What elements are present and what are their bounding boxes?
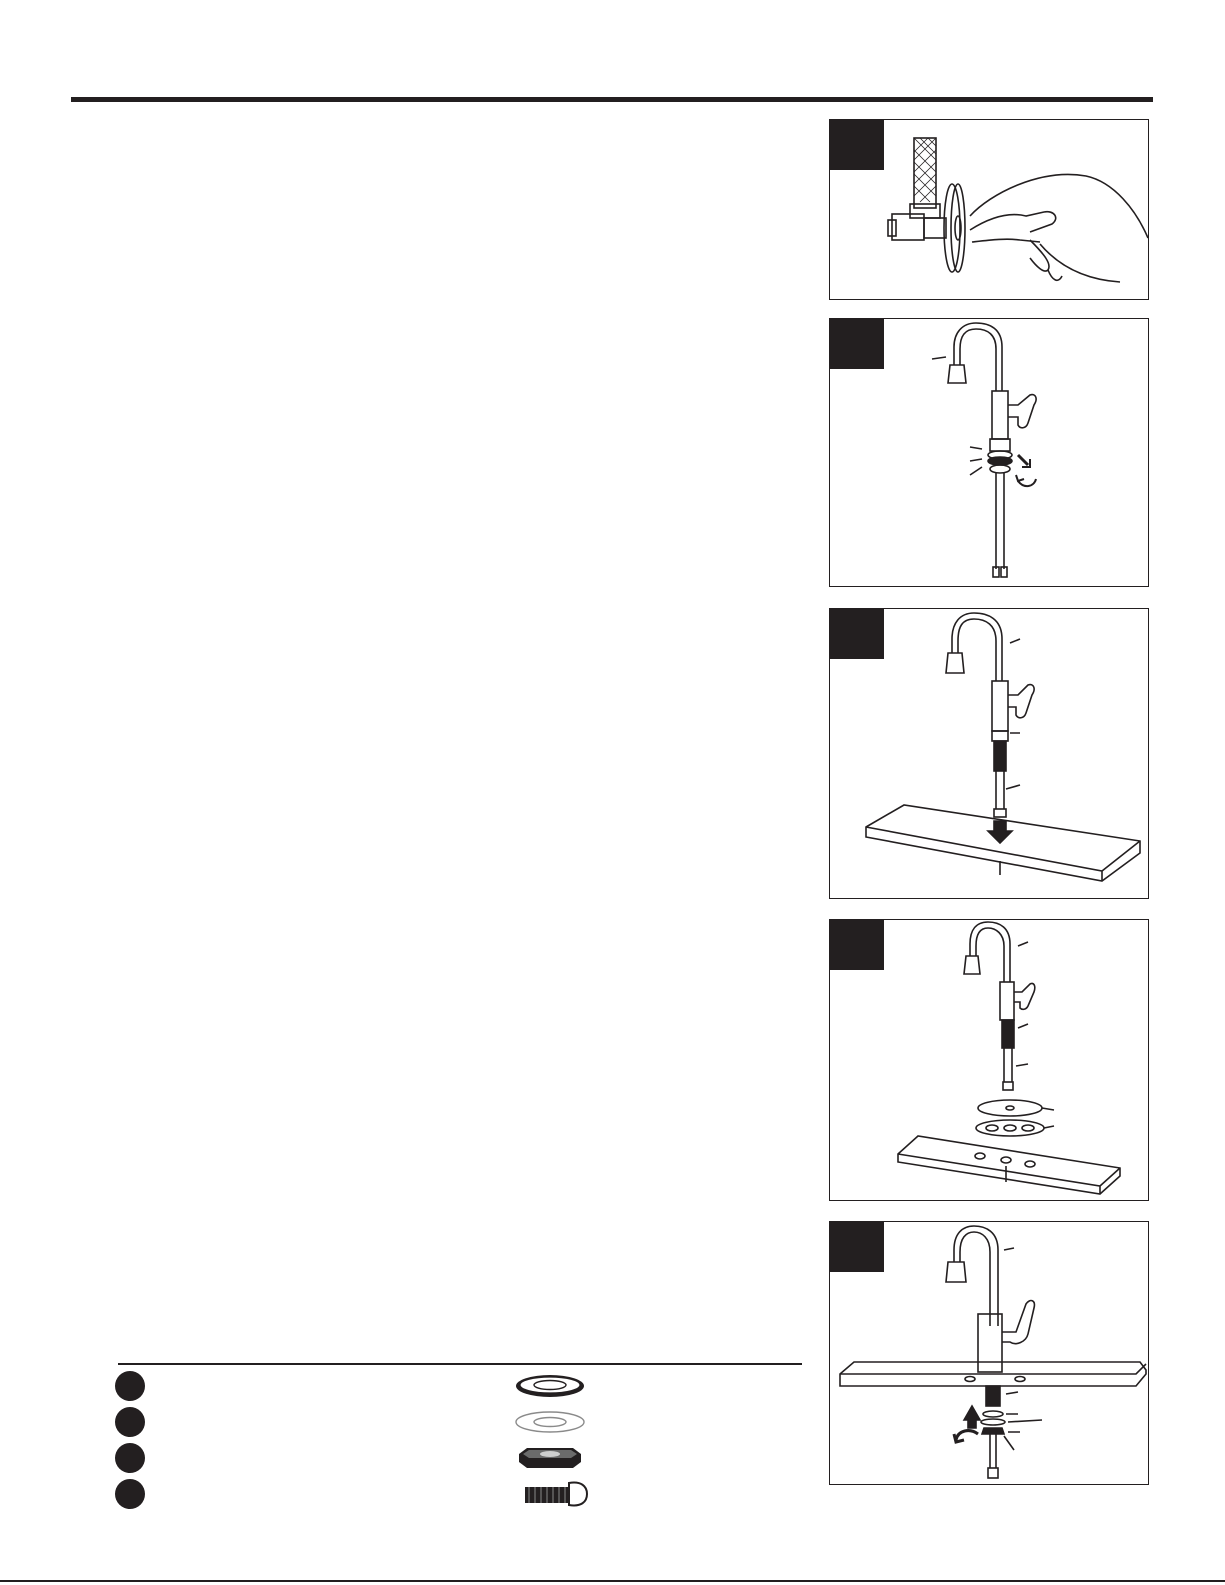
figure-panel-step-2 — [829, 318, 1149, 587]
figure-panel-step-3 — [829, 608, 1149, 899]
hardware-row — [0, 1404, 800, 1440]
faucet-deck-insertion-icon — [830, 609, 1149, 899]
faucet-deckplate-icon — [830, 920, 1149, 1201]
washer-icon — [505, 1368, 595, 1404]
screw-icon — [505, 1476, 595, 1512]
mounting-nut-icon — [505, 1440, 595, 1476]
hardware-bullet — [115, 1479, 145, 1509]
hardware-bullet — [115, 1371, 145, 1401]
faucet-disassembly-icon — [830, 319, 1149, 587]
hardware-key-rule — [118, 1363, 802, 1365]
gasket-icon — [505, 1404, 595, 1440]
hardware-row — [0, 1368, 800, 1404]
hardware-row — [0, 1440, 800, 1476]
header-rule — [71, 97, 1153, 102]
hardware-bullet — [115, 1407, 145, 1437]
hardware-row — [0, 1476, 800, 1512]
hardware-bullet — [115, 1443, 145, 1473]
footer-rule — [0, 1580, 1225, 1582]
faucet-mounting-nut-icon — [830, 1222, 1149, 1485]
figure-panel-step-4 — [829, 919, 1149, 1201]
shutoff-valve-hand-icon — [830, 120, 1149, 300]
figure-panel-step-5 — [829, 1221, 1149, 1485]
figure-panel-step-1 — [829, 119, 1149, 300]
